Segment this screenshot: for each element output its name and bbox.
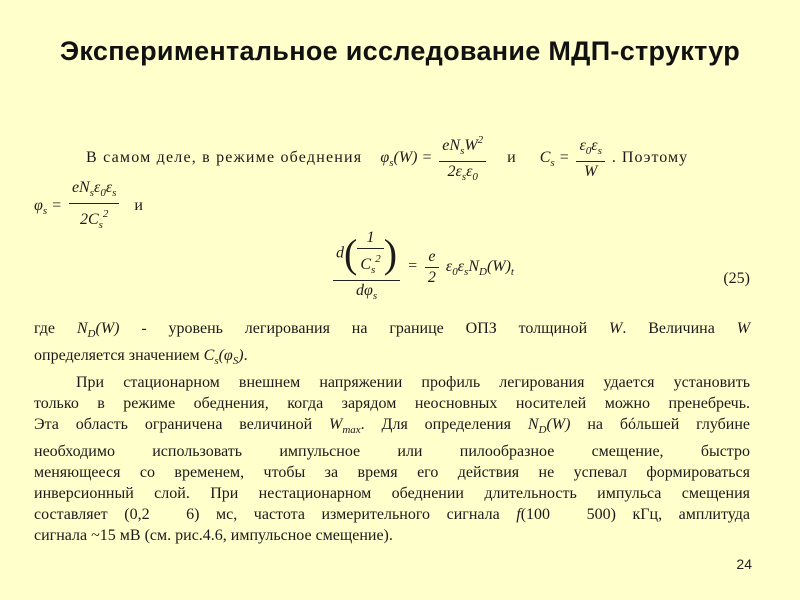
text-fragment: . Величина	[622, 320, 715, 337]
text-line-1	[60, 130, 750, 183]
slide-body	[34, 130, 751, 546]
text-fragment: на бóльшей глубине	[587, 416, 751, 433]
formula-nd: $N_D(W)$	[76, 320, 120, 340]
paragraph-2-line: только в режиме обеднения, когда зарядом неосновных носителей можно пренебречь.	[34, 395, 750, 412]
formula-cs: $C_s$ =	[539, 149, 570, 170]
paragraph-1-line-2	[34, 345, 750, 372]
text-fragment: . Для определения	[360, 416, 511, 433]
text-fragment: и	[134, 197, 143, 215]
paragraph-2	[34, 372, 750, 546]
text-fragment: (100	[520, 506, 551, 523]
formula-nd: $N_D(W)$	[527, 416, 571, 436]
formula-cs-phi: $C_s(\varphi_S)$	[203, 347, 244, 367]
equation-number: (25)	[723, 270, 750, 287]
paragraph-1-line-1	[34, 318, 750, 345]
paragraph-2-line	[34, 414, 750, 441]
formula-fraction: $\frac{eN_sW^2}{2\varepsilon_s\varepsilon_0}$	[439, 130, 486, 187]
paragraph-2-line	[34, 504, 750, 525]
formula-phi-s-2: $\varphi_s$ =	[34, 197, 62, 218]
text-fragment: составляет (0,2	[34, 506, 150, 523]
slide-title: Экспериментальное исследование МДП-структур	[59, 36, 741, 66]
paragraph-2-line: инверсионный слой. При нестационарном обеднении длительность импульса смещения	[34, 485, 750, 502]
page-number: 24	[736, 556, 752, 572]
formula-phi-s: $\varphi_s(W)$ =	[380, 149, 433, 170]
formula-fraction: $\frac{e}{2}$	[425, 247, 439, 288]
text-fragment: определяется значением	[34, 347, 200, 364]
formula-fraction: $\frac{\varepsilon_0\varepsilon_s}{W}$	[576, 136, 604, 182]
text-fragment: 500) кГц, амплитуда	[586, 506, 750, 523]
formula-wmax: $W_{max}$	[329, 416, 361, 436]
text-fragment: В самом деле, в режиме обеднения	[86, 149, 363, 167]
paragraph-2-line: необходимо использовать импульсное или пилообразное смещение, быстро	[34, 443, 750, 460]
formula-rhs: =	[407, 257, 418, 275]
text-line-2	[34, 178, 750, 231]
text-fragment: где	[34, 320, 56, 337]
formula-derivative: d( $\frac{1}{C_s^2}$ ) $d\varphi_s$	[333, 228, 400, 306]
formula-rhs-tail: $\varepsilon_0\varepsilon_sN_D(W)_t$	[445, 257, 514, 278]
paragraph-2-line: меняющееся со временем, чтобы за время его действия не успевал формироваться	[34, 464, 750, 481]
formula-f: f	[516, 506, 521, 523]
text-fragment: и	[507, 149, 516, 167]
text-fragment: .	[243, 347, 248, 364]
text-fragment: - уровень легирования на границе ОПЗ толщиной	[141, 320, 588, 337]
paragraph-2-line: При стационарном внешнем напряжении профиль легирования удается установить	[76, 374, 750, 391]
formula-w: W	[736, 320, 751, 337]
text-fragment: 6) мс, частота измерительного сигнала	[186, 506, 500, 523]
text-fragment: . Поэтому	[611, 149, 689, 167]
paragraph-2-line: сигнала ~15 мВ (см. рис.4.6, импульсное смещение).	[34, 527, 393, 544]
formula-w: W	[609, 320, 623, 337]
formula-fraction: $\frac{eN_s\varepsilon_0\varepsilon_s}{2C_s^2}$	[69, 178, 119, 235]
equation-25	[60, 228, 750, 318]
text-fragment: Эта область ограничена величиной	[34, 416, 313, 433]
